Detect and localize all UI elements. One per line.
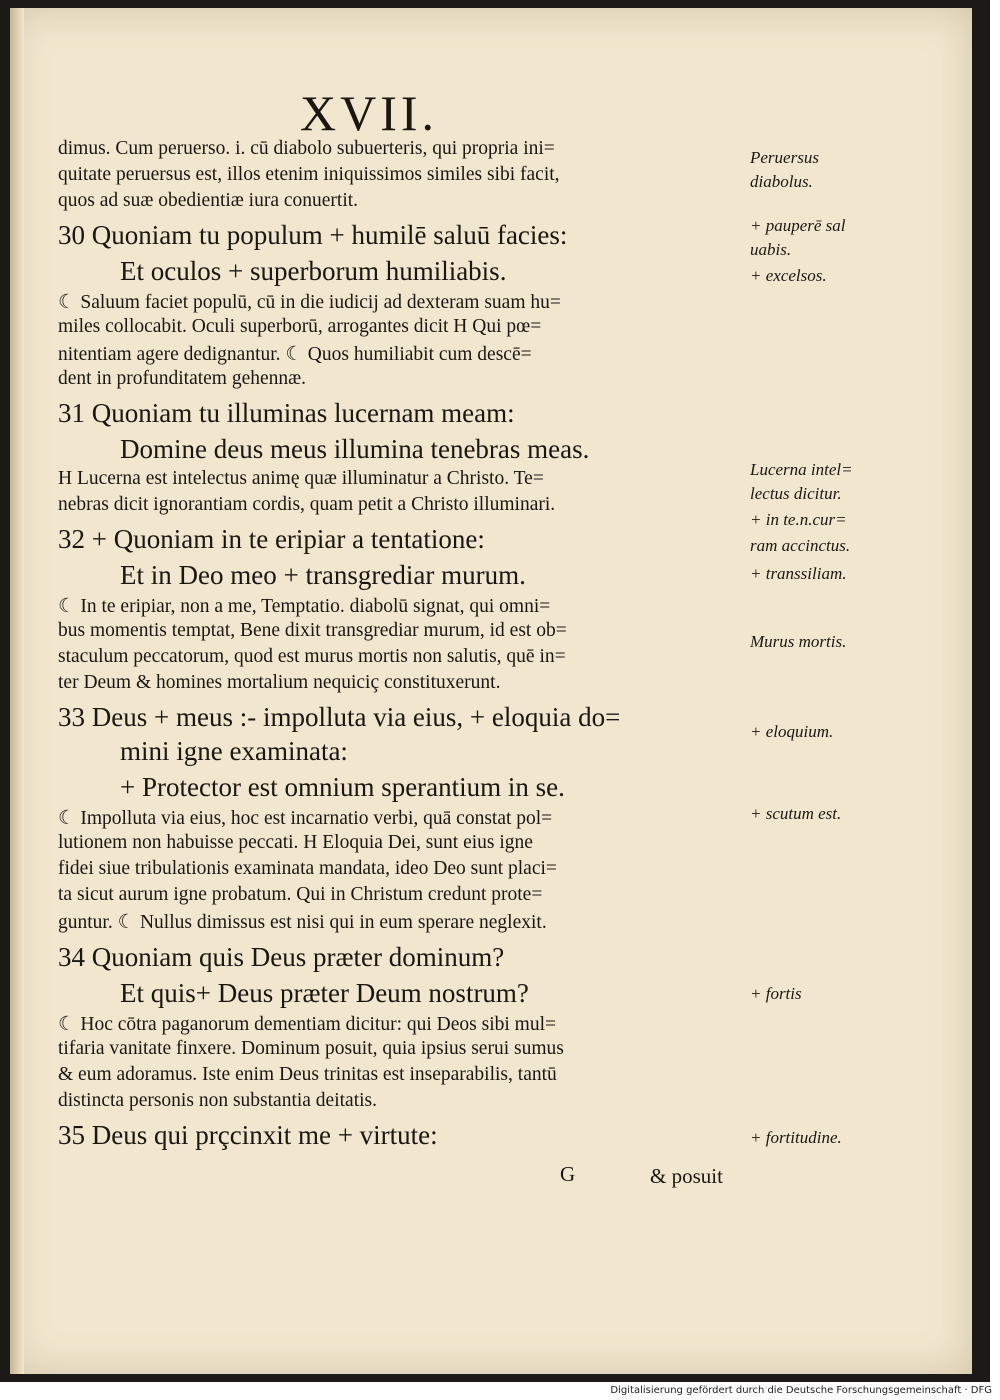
text-line: ☾ In te eripiar, non a me, Temptatio. diabolū signat, qui omni= [58, 596, 551, 617]
text-line: tifaria vanitate finxere. Dominum posuit, quia ipsius serui sumus [58, 1038, 564, 1059]
text-line: ☾ Impolluta via eius, hoc est incarnatio verbi, quā constat pol= [58, 808, 553, 829]
text-line: quitate peruersus est, illos etenim iniquissimos similes sibi facit, [58, 164, 560, 185]
verse-line: 30 Quoniam tu populum + humilē saluū facies: [58, 220, 568, 250]
margin-note: Murus mortis. [750, 632, 847, 651]
signature-mark: G [560, 1162, 576, 1186]
verse-line: 33 Deus + meus :- impolluta via eius, + eloquia do= [58, 702, 621, 732]
margin-note: + excelsos. [750, 266, 827, 285]
verse-line: Et in Deo meo + transgrediar murum. [120, 560, 526, 590]
text-line: & eum adoramus. Iste enim Deus trinitas est inseparabilis, tantū [58, 1064, 557, 1085]
margin-note: Lucerna intel= [750, 460, 853, 479]
text-line: dimus. Cum peruerso. i. cū diabolo subuerteris, qui propria ini= [58, 138, 555, 159]
text-line: H Lucerna est intelectus animę quæ illuminatur a Christo. Te= [58, 468, 544, 489]
verse-line: mini igne examinata: [120, 736, 348, 766]
margin-note: ram accinctus. [750, 536, 851, 555]
verse-line: 31 Quoniam tu illuminas lucernam meam: [58, 398, 515, 428]
margin-note: uabis. [750, 240, 792, 259]
verse-line: Domine deus meus illumina tenebras meas. [120, 434, 590, 464]
text-line: ☾ Saluum faciet populū, cū in die iudicij ad dexteram suam hu= [58, 292, 561, 313]
text-line: fidei siue tribulationis examinata mandata, ideo Deo sunt placi= [58, 858, 557, 879]
margin-note: + eloquium. [750, 722, 834, 741]
text-line: dent in profunditatem gehennæ. [58, 368, 307, 389]
text-line: ter Deum & homines mortalium nequiciç constituxerunt. [58, 672, 501, 693]
text-line: nitentiam agere dedignantur. ☾ Quos humiliabit cum descē= [58, 344, 532, 365]
folio-number: XVII. [300, 85, 439, 141]
page-gutter-shadow [10, 8, 24, 1374]
catchword: & posuit [650, 1164, 723, 1188]
margin-note: + fortitudine. [750, 1128, 842, 1147]
margin-note: lectus dicitur. [750, 484, 842, 503]
verse-line: 35 Deus qui prçcinxit me + virtute: [58, 1120, 438, 1150]
margin-note: diabolus. [750, 172, 813, 191]
text-line: ☾ Hoc cōtra paganorum dementiam dicitur: qui Deos sibi mul= [58, 1014, 556, 1035]
margin-note: + pauperē sal [750, 216, 846, 235]
text-line: quos ad suæ obedientiæ iura conuertit. [58, 190, 359, 211]
margin-note: + transsiliam. [750, 564, 847, 583]
verse-line: 32 + Quoniam in te eripiar a tentatione: [58, 524, 485, 554]
text-line: ta sicut aurum igne probatum. Qui in Christum credunt prote= [58, 884, 543, 905]
text-line: nebras dicit ignorantiam cordis, quam petit a Christo illuminari. [58, 494, 556, 515]
text-line: staculum peccatorum, quod est murus mortis non salutis, quē in= [58, 646, 566, 667]
verse-line: Et quis+ Deus præter Deum nostrum? [120, 978, 529, 1008]
verse-line: 34 Quoniam quis Deus præter dominum? [58, 942, 505, 972]
margin-note: + fortis [750, 984, 802, 1003]
margin-note: + in te.n.cur= [750, 510, 847, 529]
verse-line: Et oculos + superborum humiliabis. [120, 256, 507, 286]
digitization-credit: Digitalisierung gefördert durch die Deutsche Forschungsgemeinschaft · DFG [610, 1385, 992, 1396]
verse-line: + Protector est omnium sperantium in se. [120, 772, 565, 802]
text-line: guntur. ☾ Nullus dimissus est nisi qui in eum sperare neglexit. [58, 912, 547, 933]
text-line: distincta personis non substantia deitatis. [58, 1090, 377, 1111]
margin-note: + scutum est. [750, 804, 842, 823]
text-line: lutionem non habuisse peccati. H Eloquia Dei, sunt eius igne [58, 832, 533, 853]
text-line: bus momentis temptat, Bene dixit transgrediar murum, id est ob= [58, 620, 567, 641]
text-line: miles collocabit. Oculi superborū, arrogantes dicit H Qui pœ= [58, 316, 542, 337]
margin-note: Peruersus [750, 148, 819, 167]
